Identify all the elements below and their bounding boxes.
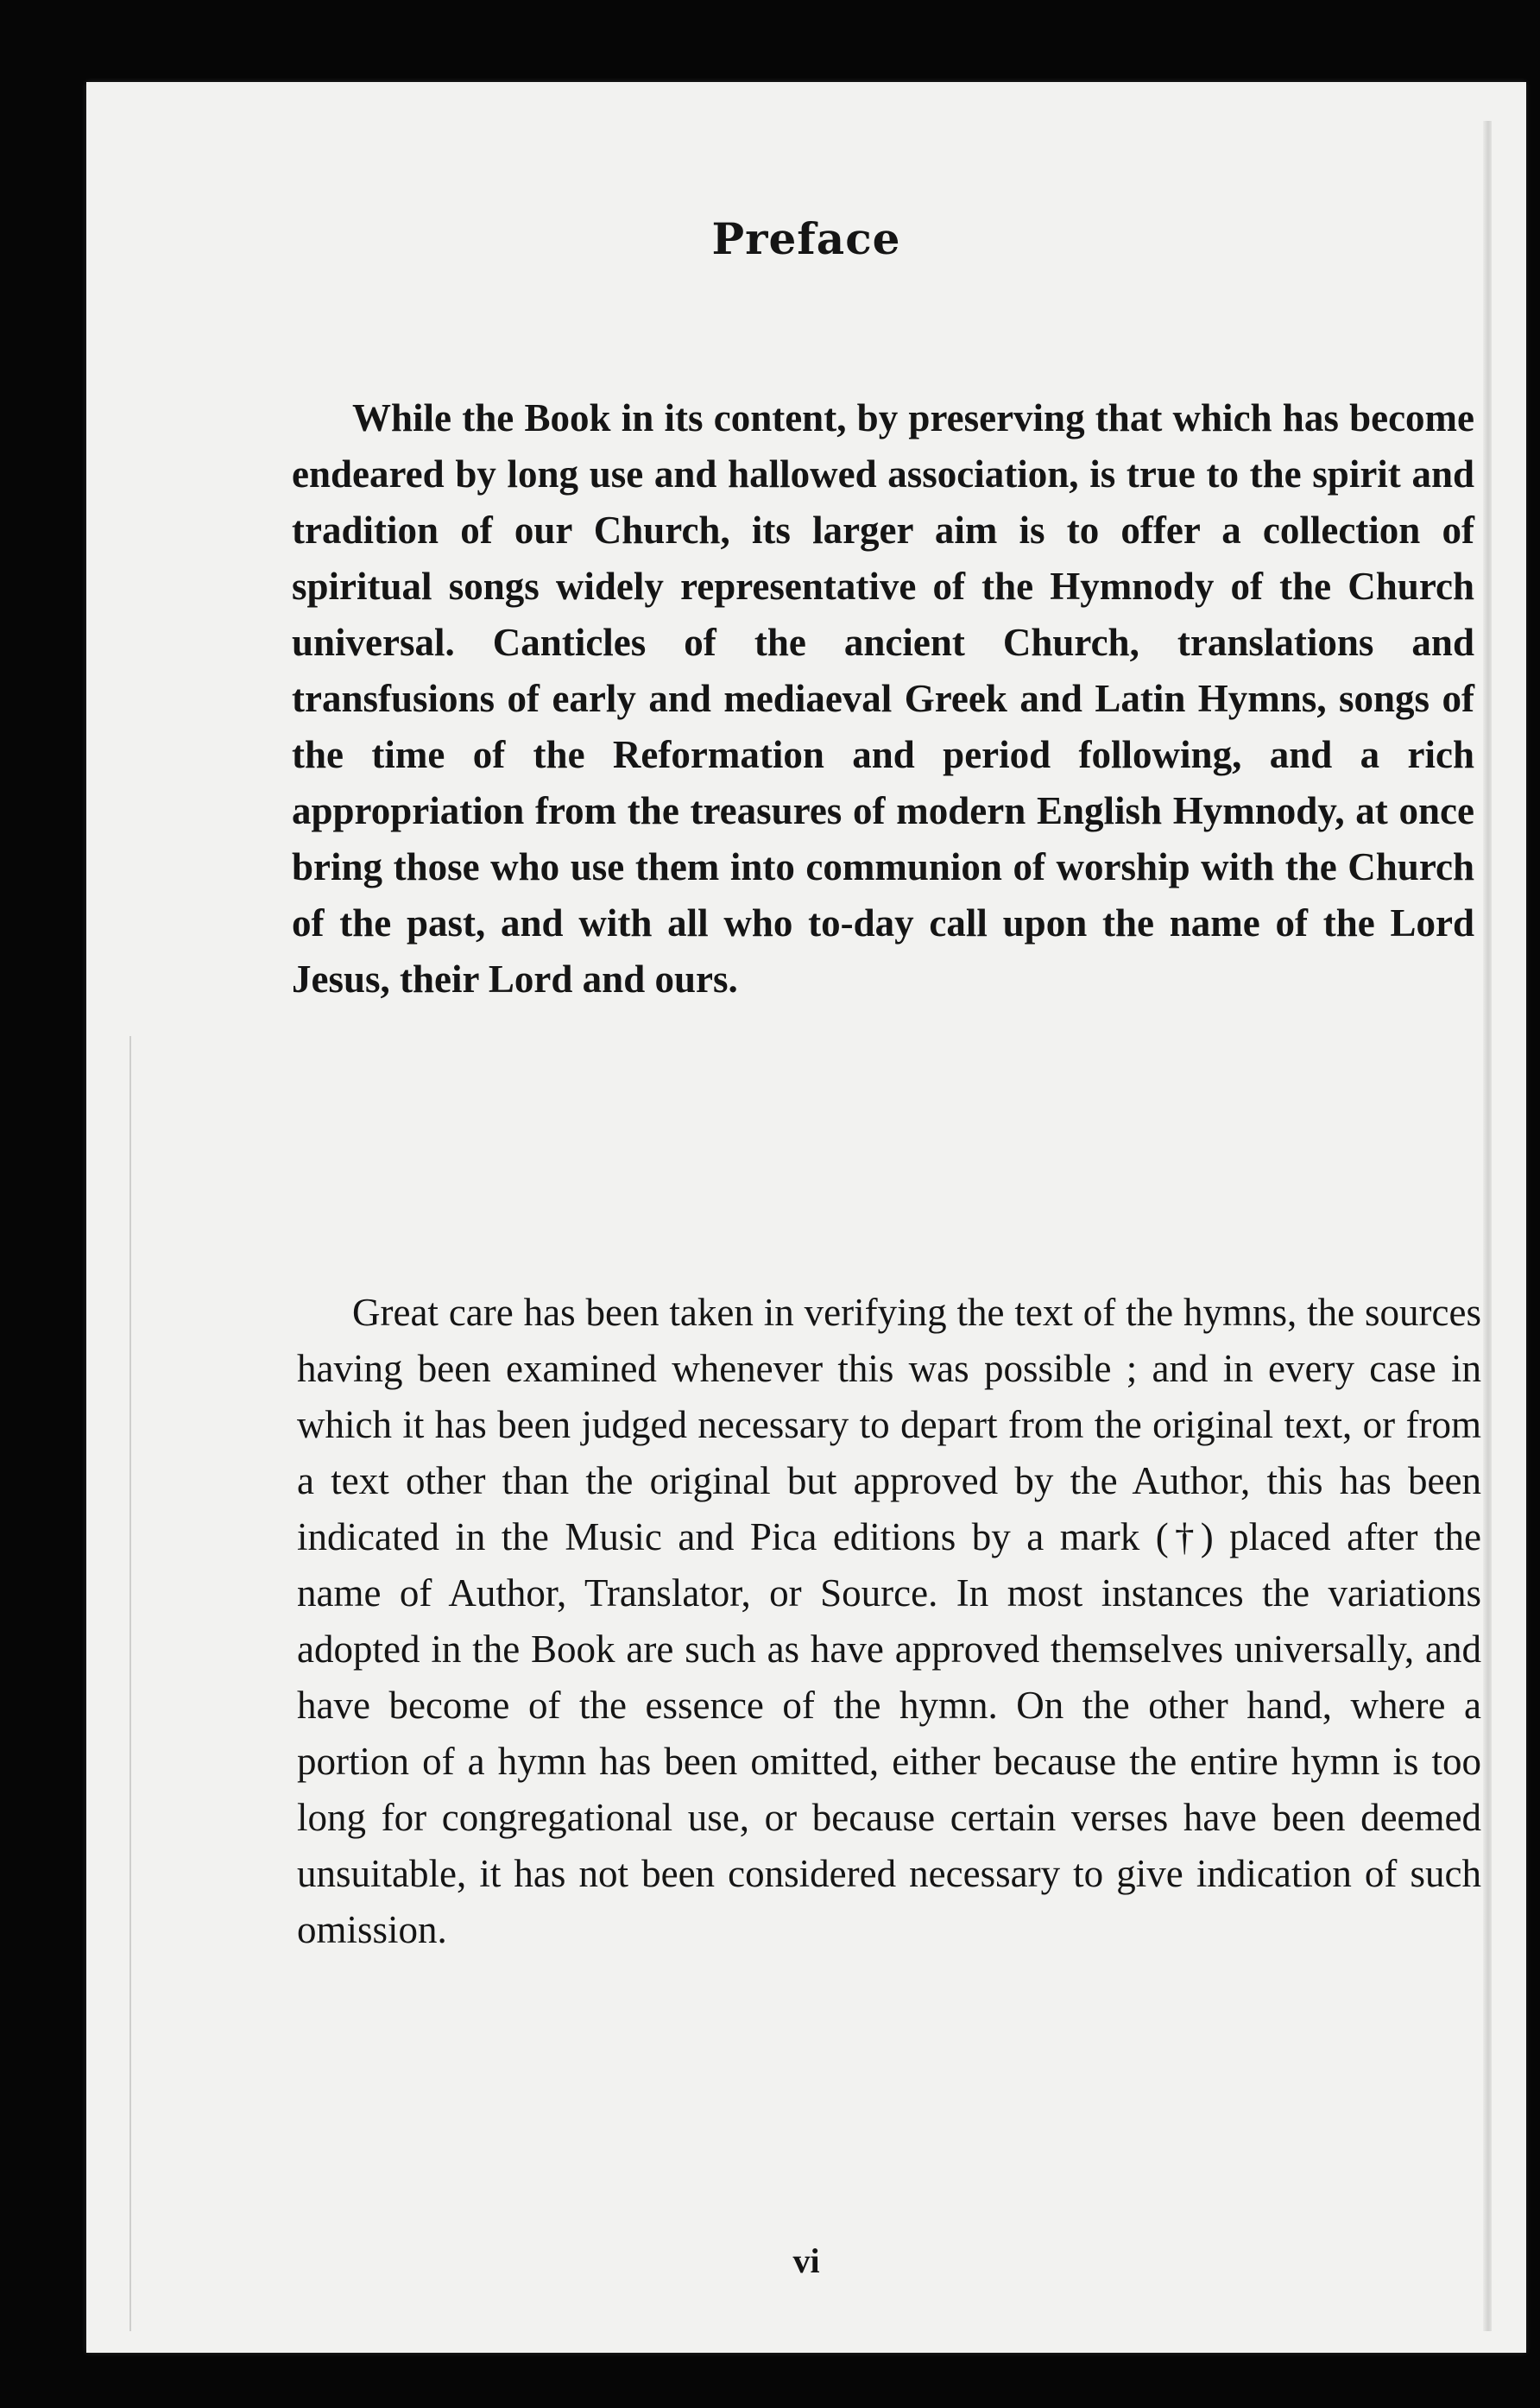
book-page: [86, 82, 1526, 2353]
paragraph-1: While the Book in its content, by preserving that which has become endeared by long use and hallowed association, is true to the spirit and tradition of our Church, its larger aim is to offer a collection of spiritual songs widely representative of the Hymnody of the Church universal. Canticles of the ancient Church, translations and transfusions of early and mediaeval Greek and Latin Hymns, songs of the time of the Reformation and period following, and a rich appropriation from the treasures of modern English Hymnody, at once bring those who use them into communion of worship with the Church of the past, and with all who to-day call upon the name of the Lord Jesus, their Lord and ours.: [292, 396, 1474, 1001]
page-edge-shadow: [1483, 121, 1492, 2331]
page-number: vi: [792, 2241, 820, 2280]
paragraph-2: Great care has been taken in verifying the text of the hymns, the sources having been examined whenever this was possible ; and in every case in which it has been judged necessary to depart from the original text, or from a text other than the original but approved by the Author, this has been indicated in the Music and Pica editions by a mark (†) placed after the name of Author, Translator, or Source. In most instances the variations adopted in the Book are such as have approved themselves universally, and have become of the essence of the hymn. On the other hand, where a portion of a hymn has been omitted, either because the entire hymn is too long for congregational use, or because certain verses have been deemed unsuitable, it has not been considered necessary to give indication of such omission.: [297, 1291, 1481, 1951]
page-left-rule: [129, 1036, 131, 2331]
page-heading: Preface: [711, 213, 901, 264]
